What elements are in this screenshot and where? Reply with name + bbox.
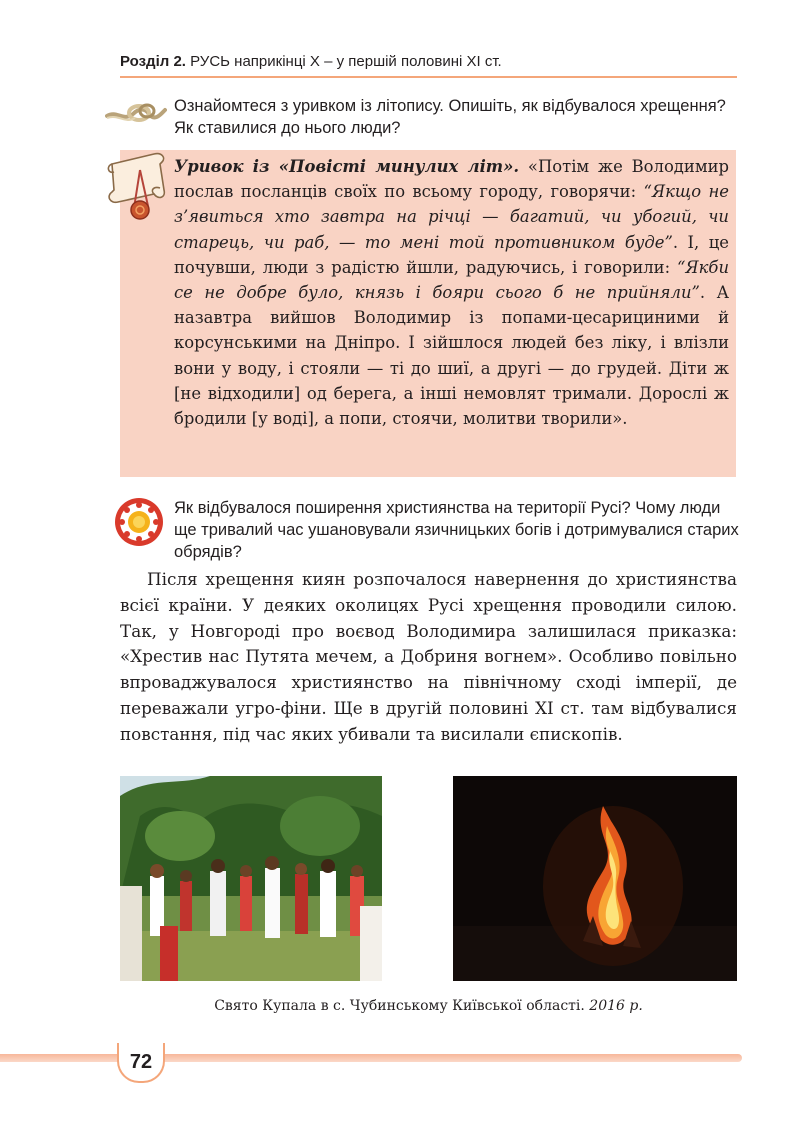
header-rule <box>120 76 737 78</box>
chronicle-excerpt <box>174 154 729 431</box>
excerpt-part-2: . І, це почувши, люди з радістю йшли, радуючись, і говорили: <box>174 232 729 277</box>
footer-band <box>0 1054 742 1062</box>
excerpt-title: Уривок із «Повісті минулих літ». <box>174 157 520 176</box>
caption-text: Свято Купала в с. Чубинському Київської області. <box>214 998 590 1014</box>
excerpt-quote-2: “Якби се не добре було, князь і бояри сього б не прийняли” <box>174 257 729 303</box>
excerpt-quote-1: “Якщо не з’явиться хто завтра на річці — багатий, чи убогий, чи старець, чи раб, — то мені той противником буде” <box>174 182 729 252</box>
excerpt-part-3: . А назавтра вийшов Володимир із попами-цесарициними й корсунськими на Дніпро. І зійшлося людей без ліку, і влізли вони у воду, і стояли — ті до шиї, а другі — до грудей. Діти ж [не відходили] од берега, а інші немовлят тримали. Дорослі ж бродили [у воді], а попи, стоячи, молитви творили». <box>174 283 729 429</box>
kupala-festival-dance-photo <box>120 776 382 981</box>
caption-year: 2016 р. <box>589 998 643 1014</box>
page-number: 72 <box>129 1051 153 1073</box>
excerpt-part-1: «Потім же Володимир послав посланців своїх по всьому городу, говорячи: <box>174 157 729 202</box>
running-header <box>120 52 737 76</box>
knot-icon <box>105 96 167 130</box>
sun-icon <box>113 496 165 548</box>
section-label: Розділ 2. <box>120 53 186 70</box>
task-spread-of-christianity: Як відбувалося поширення християнства на території Русі? Чому люди ще тривалий час ушановували язичницьких богів і дотримувалися старих обрядів? <box>174 499 739 561</box>
section-title: РУСЬ наприкінці Х – у першій половині ХІ ст. <box>190 53 502 70</box>
task-read-chronicle: Ознайомтеся з уривком із літопису. Опишіть, як відбувалося хрещення? Як ставилися до нього люди? <box>174 97 726 137</box>
scroll-icon <box>104 150 170 228</box>
figure-caption <box>120 996 737 1016</box>
kupala-bonfire-night-photo <box>453 776 737 981</box>
body-paragraph: Після хрещення киян розпочалося навернення до християнства всієї країни. У деяких околицях Русі хрещення проводили силою. Так, у Новгороді про воєвод Володимира залишилася приказка: «Хрестив нас Путята мечем, а Добриня вогнем». Особливо повільно впроваджувалося християнство на північному сході імперії, де переважали угро-фіни. Ще в другій половині ХІ ст. там відбувалися повстання, під час яких убивали та висилали єпископів. <box>120 569 737 744</box>
